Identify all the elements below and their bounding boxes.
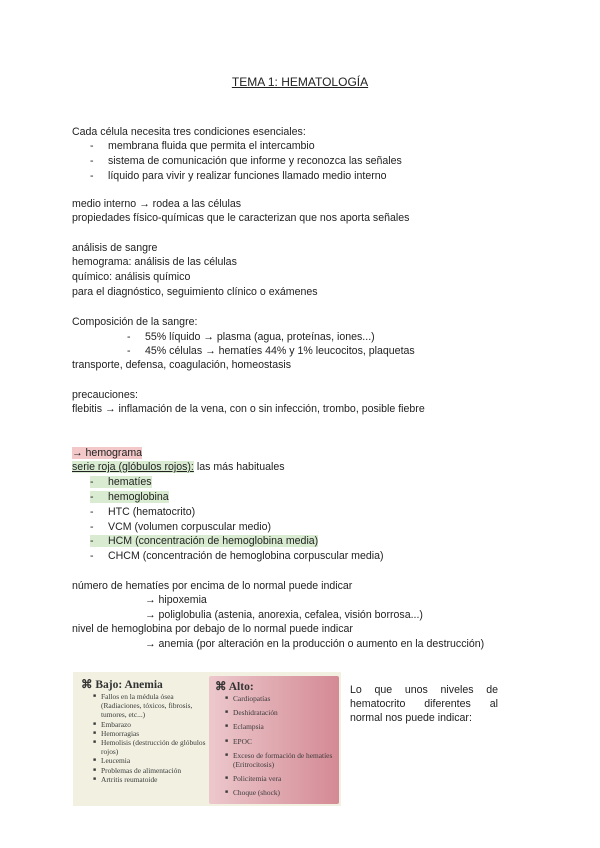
bajo-title-text: Bajo: Anemia	[95, 679, 163, 691]
hemograma-item: - HTC (hematocrito)	[90, 506, 196, 518]
alto-list	[225, 694, 333, 798]
bajo-title	[81, 677, 163, 691]
list-item: ■ Hemorragias	[93, 729, 211, 738]
page-title: TEMA 1: HEMATOLOGÍA	[231, 75, 369, 89]
list-item: ■ Hemolisis (destrucción de glóbulos rojos)	[93, 738, 211, 756]
cross-icon: ⌘	[81, 679, 93, 691]
composicion-item: - 45% células → hematíes 44% y 1% leucocitos, plaquetas	[127, 345, 415, 357]
precauciones-text: flebitis → inflamación de la vena, con o sin infección, trombo, posible fiebre	[72, 403, 425, 415]
alto-title-text: Alto:	[228, 681, 254, 693]
list-item: ■ Cardiopatías	[225, 694, 333, 703]
hemograma-item-text: HTC (hematocrito)	[108, 506, 196, 518]
list-item: ■ Deshidratación	[225, 708, 333, 717]
serie-roja-label: serie roja (glóbulos rojos):	[72, 461, 194, 473]
hemograma-item-text: hematíes	[108, 476, 152, 488]
list-item: ■ EPOC	[225, 737, 333, 746]
indicacion-line: nivel de hemoglobina por debajo de lo normal puede indicar	[72, 623, 353, 635]
hemograma-header-text: → hemograma	[72, 447, 143, 459]
hemograma-item-text: VCM (volumen corpuscular medio)	[108, 521, 272, 533]
intro-item: - membrana fluida que permita el intercambio	[90, 140, 315, 152]
intro-item-text: membrana fluida que permita el intercambio	[108, 140, 315, 152]
list-item: ■ Fallos en la médula ósea (Radiaciones, tóxicos, fibrosis, tumores, etc...)	[93, 692, 211, 720]
hemograma-item: - HCM (concentración de hemoglobina media)	[90, 535, 319, 547]
serie-roja-rest: las más habituales	[193, 461, 285, 473]
bajo-list	[93, 692, 211, 784]
composicion-lead: Composición de la sangre:	[72, 316, 198, 328]
indicacion-line: → hipoxemia	[145, 594, 207, 606]
hemograma-header	[72, 446, 142, 460]
hemograma-item-text: hemoglobina	[108, 491, 169, 503]
hemograma-item-text: HCM (concentración de hemoglobina media)	[108, 535, 319, 547]
composicion-after: transporte, defensa, coagulación, homeostasis	[72, 359, 292, 371]
intro-lead: Cada célula necesita tres condiciones esenciales:	[72, 126, 306, 138]
hemograma-item-text: CHCM (concentración de hemoglobina corpuscular media)	[108, 550, 384, 562]
composicion-item-text: 55% líquido → plasma (agua, proteínas, iones...)	[145, 331, 375, 343]
indicacion-line: → poliglobulia (astenia, anorexia, cefalea, visión borrosa...)	[145, 609, 423, 621]
medio-line: medio interno → rodea a las células	[72, 198, 242, 210]
intro-item: - líquido para vivir y realizar funciones llamado medio interno	[90, 170, 387, 182]
composicion-item-text: 45% células → hematíes 44% y 1% leucocitos, plaquetas	[145, 345, 415, 357]
list-item: ■ Choque (shock)	[225, 788, 333, 797]
intro-item-text: líquido para vivir y realizar funciones llamado medio interno	[108, 170, 387, 182]
alto-title	[215, 679, 254, 693]
figure-caption: Lo que unos niveles de hematocrito diferentes al normal nos puede indicar:	[350, 684, 498, 724]
analisis-line: hemograma: análisis de las células	[72, 256, 237, 268]
list-item: ■ Embarazo	[93, 720, 211, 729]
analisis-line: químico: análisis químico	[72, 271, 191, 283]
list-item: ■ Eclampsia	[225, 722, 333, 731]
cross-icon: ⌘	[215, 681, 227, 693]
hemograma-item: - hemoglobina	[90, 491, 169, 503]
list-item: ■ Artritis reumatoide	[93, 775, 211, 784]
analisis-line: para el diagnóstico, seguimiento clínico o exámenes	[72, 286, 318, 298]
hemograma-item: - hematíes	[90, 476, 152, 488]
composicion-item: - 55% líquido → plasma (agua, proteínas, iones...)	[127, 331, 375, 343]
analisis-line: análisis de sangre	[72, 242, 158, 254]
hemograma-item: - VCM (volumen corpuscular medio)	[90, 521, 272, 533]
serie-roja-line	[72, 460, 285, 474]
list-item: ■ Leucemia	[93, 756, 211, 765]
precauciones-lead: precauciones:	[72, 389, 138, 401]
intro-item: - sistema de comunicación que informe y reconozca las señales	[90, 155, 402, 167]
list-item: ■ Exceso de formación de hematíes (Eritrocitosis)	[225, 751, 333, 769]
list-item: ■ Problemas de alimentación	[93, 766, 211, 775]
indicacion-line: → anemia (por alteración en la producción o aumento en la destrucción)	[145, 638, 485, 650]
hemograma-item: - CHCM (concentración de hemoglobina corpuscular media)	[90, 550, 384, 562]
list-item: ■ Policitemia vera	[225, 774, 333, 783]
anemia-figure	[73, 672, 341, 806]
indicacion-line: número de hematíes por encima de lo normal puede indicar	[72, 580, 353, 592]
intro-item-text: sistema de comunicación que informe y reconozca las señales	[108, 155, 402, 167]
medio-line: propiedades físico-químicas que le caracterizan que nos aporta señales	[72, 212, 410, 224]
